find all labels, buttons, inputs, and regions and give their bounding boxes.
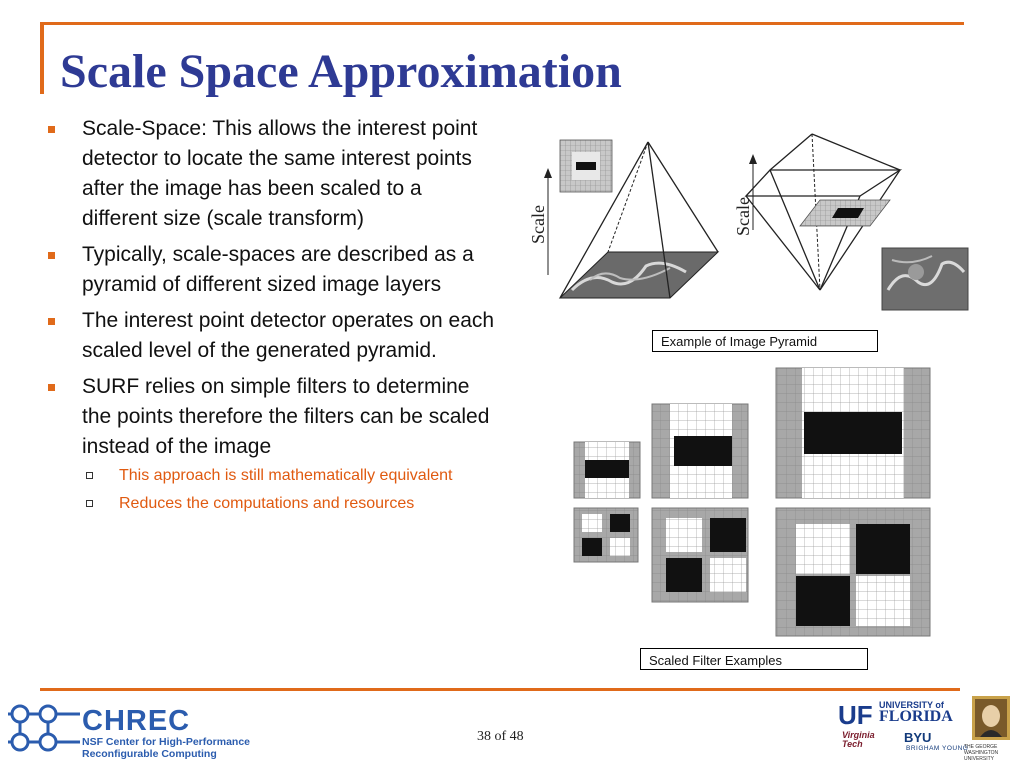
byu-logo-subtitle: BRIGHAM YOUNG: [906, 745, 969, 752]
bullet-surf-text: SURF relies on simple filters to determine the points therefore the filters can be scaled instead of the image: [82, 375, 490, 458]
page-number: 38 of 48: [477, 729, 524, 744]
slide-title: Scale Space Approximation: [60, 45, 622, 98]
scaled-filters-figure: [570, 366, 932, 638]
bullet-scale-space: Scale-Space: This allows the interest point detector to locate the same interest points after the image has been scaled to a different size (scale transform): [48, 114, 498, 234]
chrec-tagline: [82, 736, 250, 760]
vt-logo-line2: Tech: [842, 739, 863, 749]
chrec-tagline-line1: NSF Center for High-Performance: [82, 736, 251, 748]
bullet-pyramid: Typically, scale-spaces are described as a pyramid of different sized image layers: [48, 240, 498, 300]
sub-bullet-reduces: Reduces the computations and resources: [82, 492, 498, 516]
vt-logo: [842, 731, 875, 749]
gw-logo-text: THE GEORGE WASHINGTON UNIVERSITY: [964, 744, 999, 762]
pyramid-caption: Example of Image Pyramid: [652, 330, 878, 352]
chrec-logo-icon: [8, 700, 82, 758]
filter-dxy-small: [574, 508, 638, 562]
filter-dxy-medium: [652, 508, 748, 602]
uf-logo-line1: UNIVERSITY of: [879, 700, 944, 710]
filter-dxy-large: [776, 508, 930, 636]
bullet-detector: The interest point detector operates on each scaled level of the generated pyramid.: [48, 306, 498, 366]
uf-logo-line2: FLORIDA: [879, 708, 953, 725]
bullet-surf: [48, 372, 498, 516]
image-pyramid-figure: [520, 130, 980, 326]
filter-dyy-small: [574, 442, 640, 498]
filter-caption: Scaled Filter Examples: [640, 648, 868, 670]
left-frame-line: [40, 22, 44, 94]
vt-logo-line1: Virginia: [842, 730, 875, 740]
byu-logo: BYU: [904, 730, 932, 745]
sub-bullet-equivalent: This approach is still mathematically equivalent: [82, 464, 498, 488]
bullet-list: [48, 114, 498, 522]
right-scale-label: Scale: [733, 197, 753, 236]
right-inverted-pyramid: [746, 134, 900, 290]
footer-line: [40, 688, 960, 691]
filter-dyy-medium: [652, 404, 748, 498]
top-frame-line: [40, 22, 964, 25]
uf-logo-mark: UF: [838, 700, 873, 730]
sub-bullet-list: [82, 464, 498, 516]
chrec-tagline-line2: Reconfigurable Computing: [82, 748, 217, 760]
pyramid-top-filter: [560, 140, 612, 192]
gw-portrait-icon: [972, 696, 1010, 740]
small-source-image: [882, 248, 968, 310]
filter-dyy-large: [776, 368, 930, 498]
left-scale-label: Scale: [528, 205, 548, 244]
chrec-name: CHREC: [82, 705, 191, 737]
